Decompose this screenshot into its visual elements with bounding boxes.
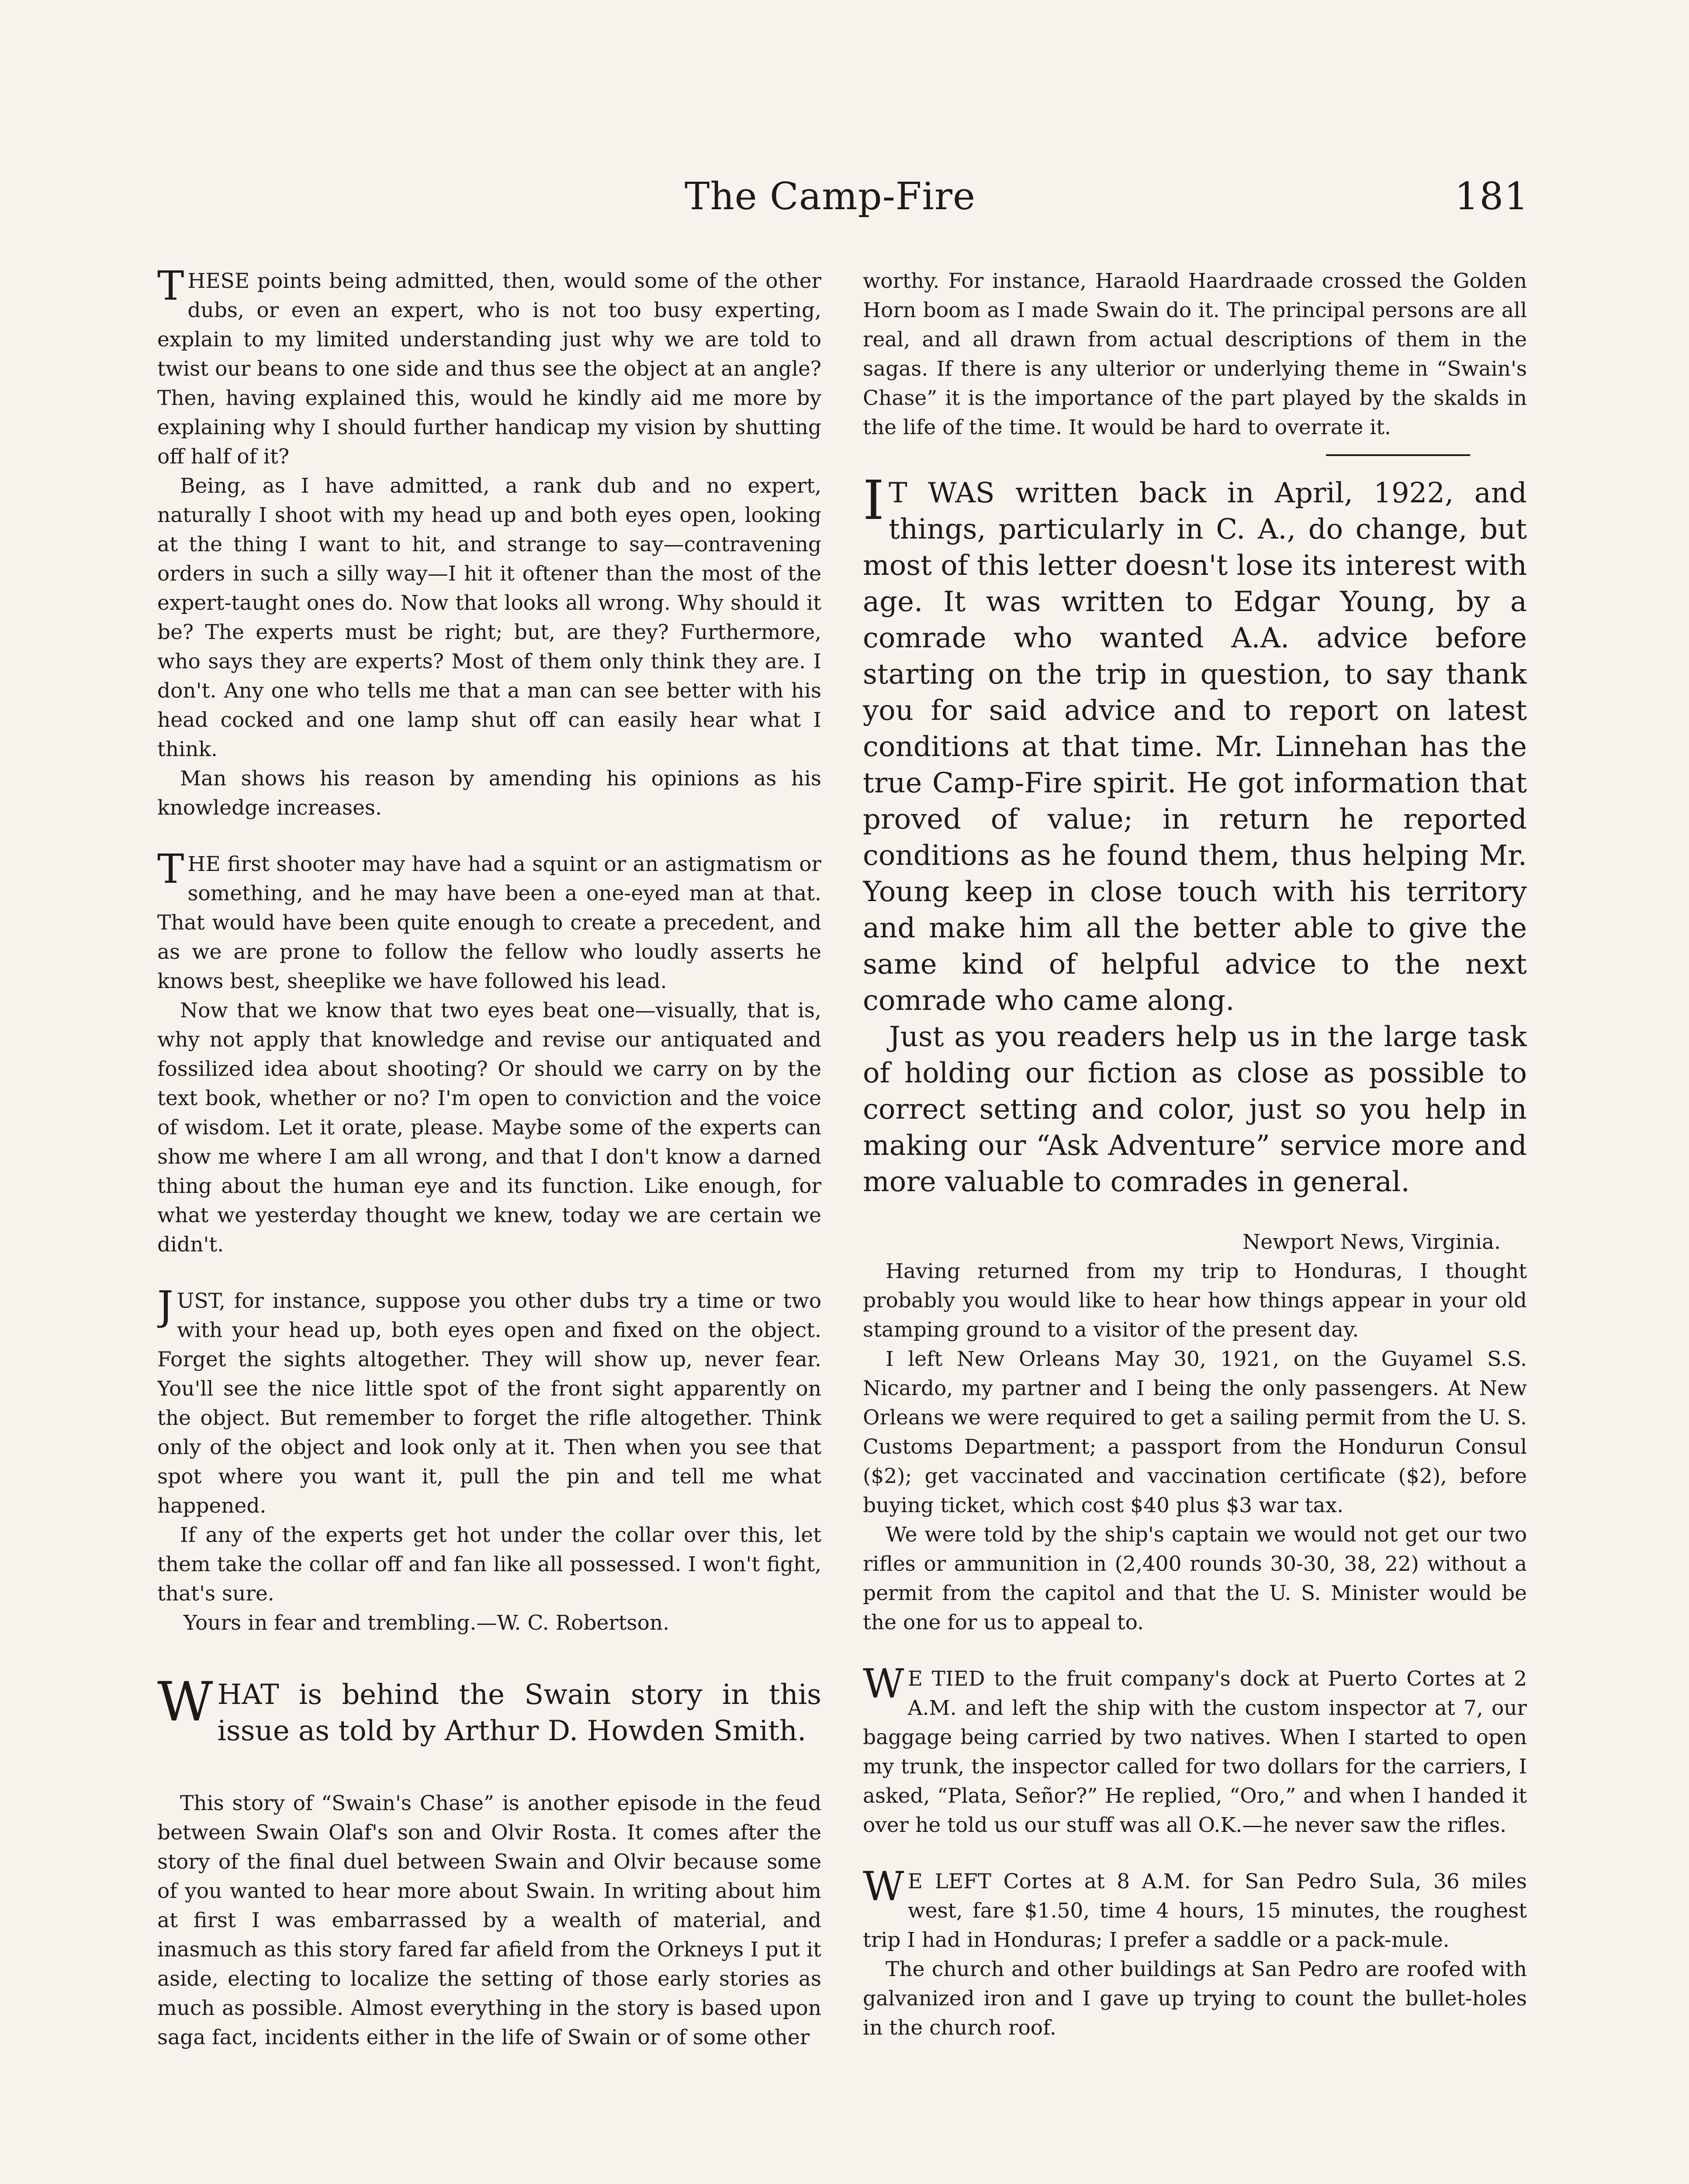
- page-number: 181: [1454, 175, 1529, 218]
- right-column: [863, 266, 1527, 2184]
- spacer: [157, 822, 821, 850]
- linnehan-paragraph-6: The church and other buildings at San Pedro are roofed with galvanized iron and I gave up trying to count the bullet-holes in the church roof.: [863, 1957, 1527, 2040]
- swain-paragraph-continued: worthy. For instance, Haraold Haardraade crossed the Golden Horn boom as I made Swain do it. The principal persons are all real, and all drawn from actual descriptions of them in the sagas. If there is any ulterior or underlying theme in “Swain's Chase” it is the importance of the part played by the skalds in the life of the time. It would be hard to overrate it.: [863, 269, 1527, 439]
- section-rule: [1326, 454, 1470, 456]
- linnehan-paragraph-1: Having returned from my trip to Honduras, I thought probably you would like to hear how things appear in your old stamping ground to a visitor of the present day.: [863, 1259, 1527, 1342]
- drop-cap: T: [157, 846, 184, 892]
- drop-cap: W: [863, 1863, 904, 1910]
- paragraph-text: HESE points being admitted, then, would some of the other dubs, or even an expert, who is not too busy experting, explain to my limited understanding just why we are told to twist our beans to one side and thus see the object at an angle? Then, having explained this, would he kindly aid me more by explaining why I should further handicap my vision by shutting off half of it?: [157, 269, 821, 469]
- robertson-paragraph-4: [157, 846, 821, 996]
- drop-cap: T: [157, 266, 184, 309]
- spacer: [157, 1259, 821, 1286]
- spacer: [157, 1638, 821, 1677]
- letter-dateline: Newport News, Virginia.: [1242, 1230, 1501, 1254]
- paragraph-text: T WAS written back in April, 1922, and things, particularly in C. A., do change, but most of this letter doesn't lose its interest with age. It was written to Edgar Young, by a comrade who wanted A.A. advice before starting on the trip in question, to say thank you for said advice and to report on latest conditions at that time. Mr. Linnehan has the true Camp-Fire spirit. He got information that proved of value; in return he reported conditions as he found them, thus helping Mr. Young keep in close touch with his territory and make him all the better able to give the same kind of helpful advice to the next comrade who came along.: [863, 477, 1527, 1017]
- paragraph-text: E LEFT Cortes at 8 A.M. for San Pedro Sula, 36 miles west, fare $1.50, time 4 hours, 15 minutes, the roughest trip I had in Honduras; I prefer a saddle or a pack-mule.: [863, 1870, 1527, 1952]
- left-column: [157, 266, 821, 2184]
- robertson-paragraph-3: Man shows his reason by amending his opinions as his knowledge increases.: [157, 767, 821, 820]
- running-head: The Camp-Fire: [685, 175, 976, 218]
- drop-cap: J: [157, 1282, 173, 1329]
- drop-cap: I: [863, 469, 884, 532]
- swain-paragraph-1: This story of “Swain's Chase” is another episode in the feud between Swain Olaf's son and Olvir Rosta. It comes after the story of the final duel between Swain and Olvir because some of you wanted to hear more about Swain. In writing about him at first I was embarrassed by a wealth of material, and inasmuch as this story fared far afield from the Orkneys I put it aside, electing to localize the setting of those early stories as much as possible. Almost everything in the story is based upon saga fact, incidents either in the life of Swain or of some other: [157, 1791, 821, 2049]
- linnehan-paragraph-4: [863, 1660, 1527, 1840]
- linnehan-paragraph-2: I left New Orleans May 30, 1921, on the Guyamel S.S. Nicardo, my partner and I being the only passengers. At New Orleans we were required to get a sailing permit from the U. S. Customs Department; a passport from the Hondurun Consul ($2); get vaccinated and vaccination certificate ($2), before buying ticket, which cost $40 plus $3 war tax.: [863, 1347, 1527, 1517]
- drop-cap: W: [157, 1671, 213, 1734]
- linnehan-intro-paragraph-1: [863, 469, 1527, 1019]
- robertson-paragraph-2: Being, as I have admitted, a rank dub and no expert, naturally I shoot with my head up and both eyes open, looking at the thing I want to hit, and strange to say—contravening orders in such a silly way—I hit it oftener than the most of the expert-taught ones do. Now that looks all wrong. Why should it be? The experts must be right; but, are they? Furthermore, who says they are experts? Most of them only think they are. I don't. Any one who tells me that a man can see better with his head cocked and one lamp shut off can easily hear what I think.: [157, 474, 821, 761]
- paragraph-text: E TIED to the fruit company's dock at Puerto Cortes at 2 A.M. and left the ship with the custom inspector at 7, our baggage being carried by two natives. When I started to open my trunk, the inspector called for two dollars for the carriers, I asked, “Plata, Señor?” He replied, “Oro,” and when I handed it over he told us our stuff was all O.K.—he never saw the rifles.: [863, 1667, 1527, 1837]
- paragraph-text: HE first shooter may have had a squint or an astigmatism or something, and he may have been a one-eyed man at that. That would have been quite enough to create a precedent, and as we are prone to follow the fellow who loudly asserts he knows best, sheeplike we have followed his lead.: [157, 852, 821, 993]
- robertson-paragraph-5: Now that we know that two eyes beat one—visually, that is, why not apply that knowledge and revise our antiquated and fossilized idea about shooting? Or should we carry on by the text book, whether or no? I'm open to conviction and the voice of wisdom. Let it orate, please. Maybe some of the experts can show me where I am all wrong, and that I don't know a darned thing about the human eye and its function. Like enough, for what we yesterday thought we knew, today we are certain we didn't.: [157, 999, 821, 1257]
- spacer: [863, 1637, 1527, 1664]
- robertson-paragraph-1: [157, 266, 821, 471]
- robertson-paragraph-7: If any of the experts get hot under the collar over this, let them take the collar off and fan like all possessed. I won't fight, that's sure.: [157, 1523, 821, 1606]
- swain-intro: [157, 1671, 821, 1749]
- spacer: [157, 1749, 821, 1789]
- linnehan-paragraph-3: We were told by the ship's captain we would not get our two rifles or ammunition in (2,400 rounds 30-30, 38, 22) without a permit from the capitol and that the U. S. Minister would be the one for us to appeal to.: [863, 1523, 1527, 1635]
- robertson-signature: Yours in fear and trembling.—W. C. Robertson.: [183, 1611, 670, 1635]
- spacer: [863, 1840, 1527, 1867]
- paragraph-text: UST, for instance, suppose you other dubs try a time or two with your head up, both eyes open and fixed on the object. Forget the sights altogether. They will show up, never fear. You'll see the nice little spot of the front sight apparently on the object. But remember to forget the rifle altogether. Think only of the object and look only at it. Then when you see that spot where you want it, pull the pin and tell me what happened.: [157, 1289, 821, 1518]
- robertson-paragraph-6: [157, 1282, 821, 1521]
- page-header: [0, 175, 1689, 240]
- linnehan-paragraph-5: [863, 1863, 1527, 1955]
- drop-cap: W: [863, 1660, 904, 1707]
- paragraph-text: HAT is behind the Swain story in this issue as told by Arthur D. Howden Smith.: [217, 1679, 821, 1747]
- spacer: [863, 1200, 1527, 1227]
- linnehan-intro-paragraph-2: Just as you readers help us in the large task of holding our fiction as close as possible to correct setting and color, just so you help in making our “Ask Adventure” service more and more valuable to comrades in general.: [863, 1021, 1527, 1198]
